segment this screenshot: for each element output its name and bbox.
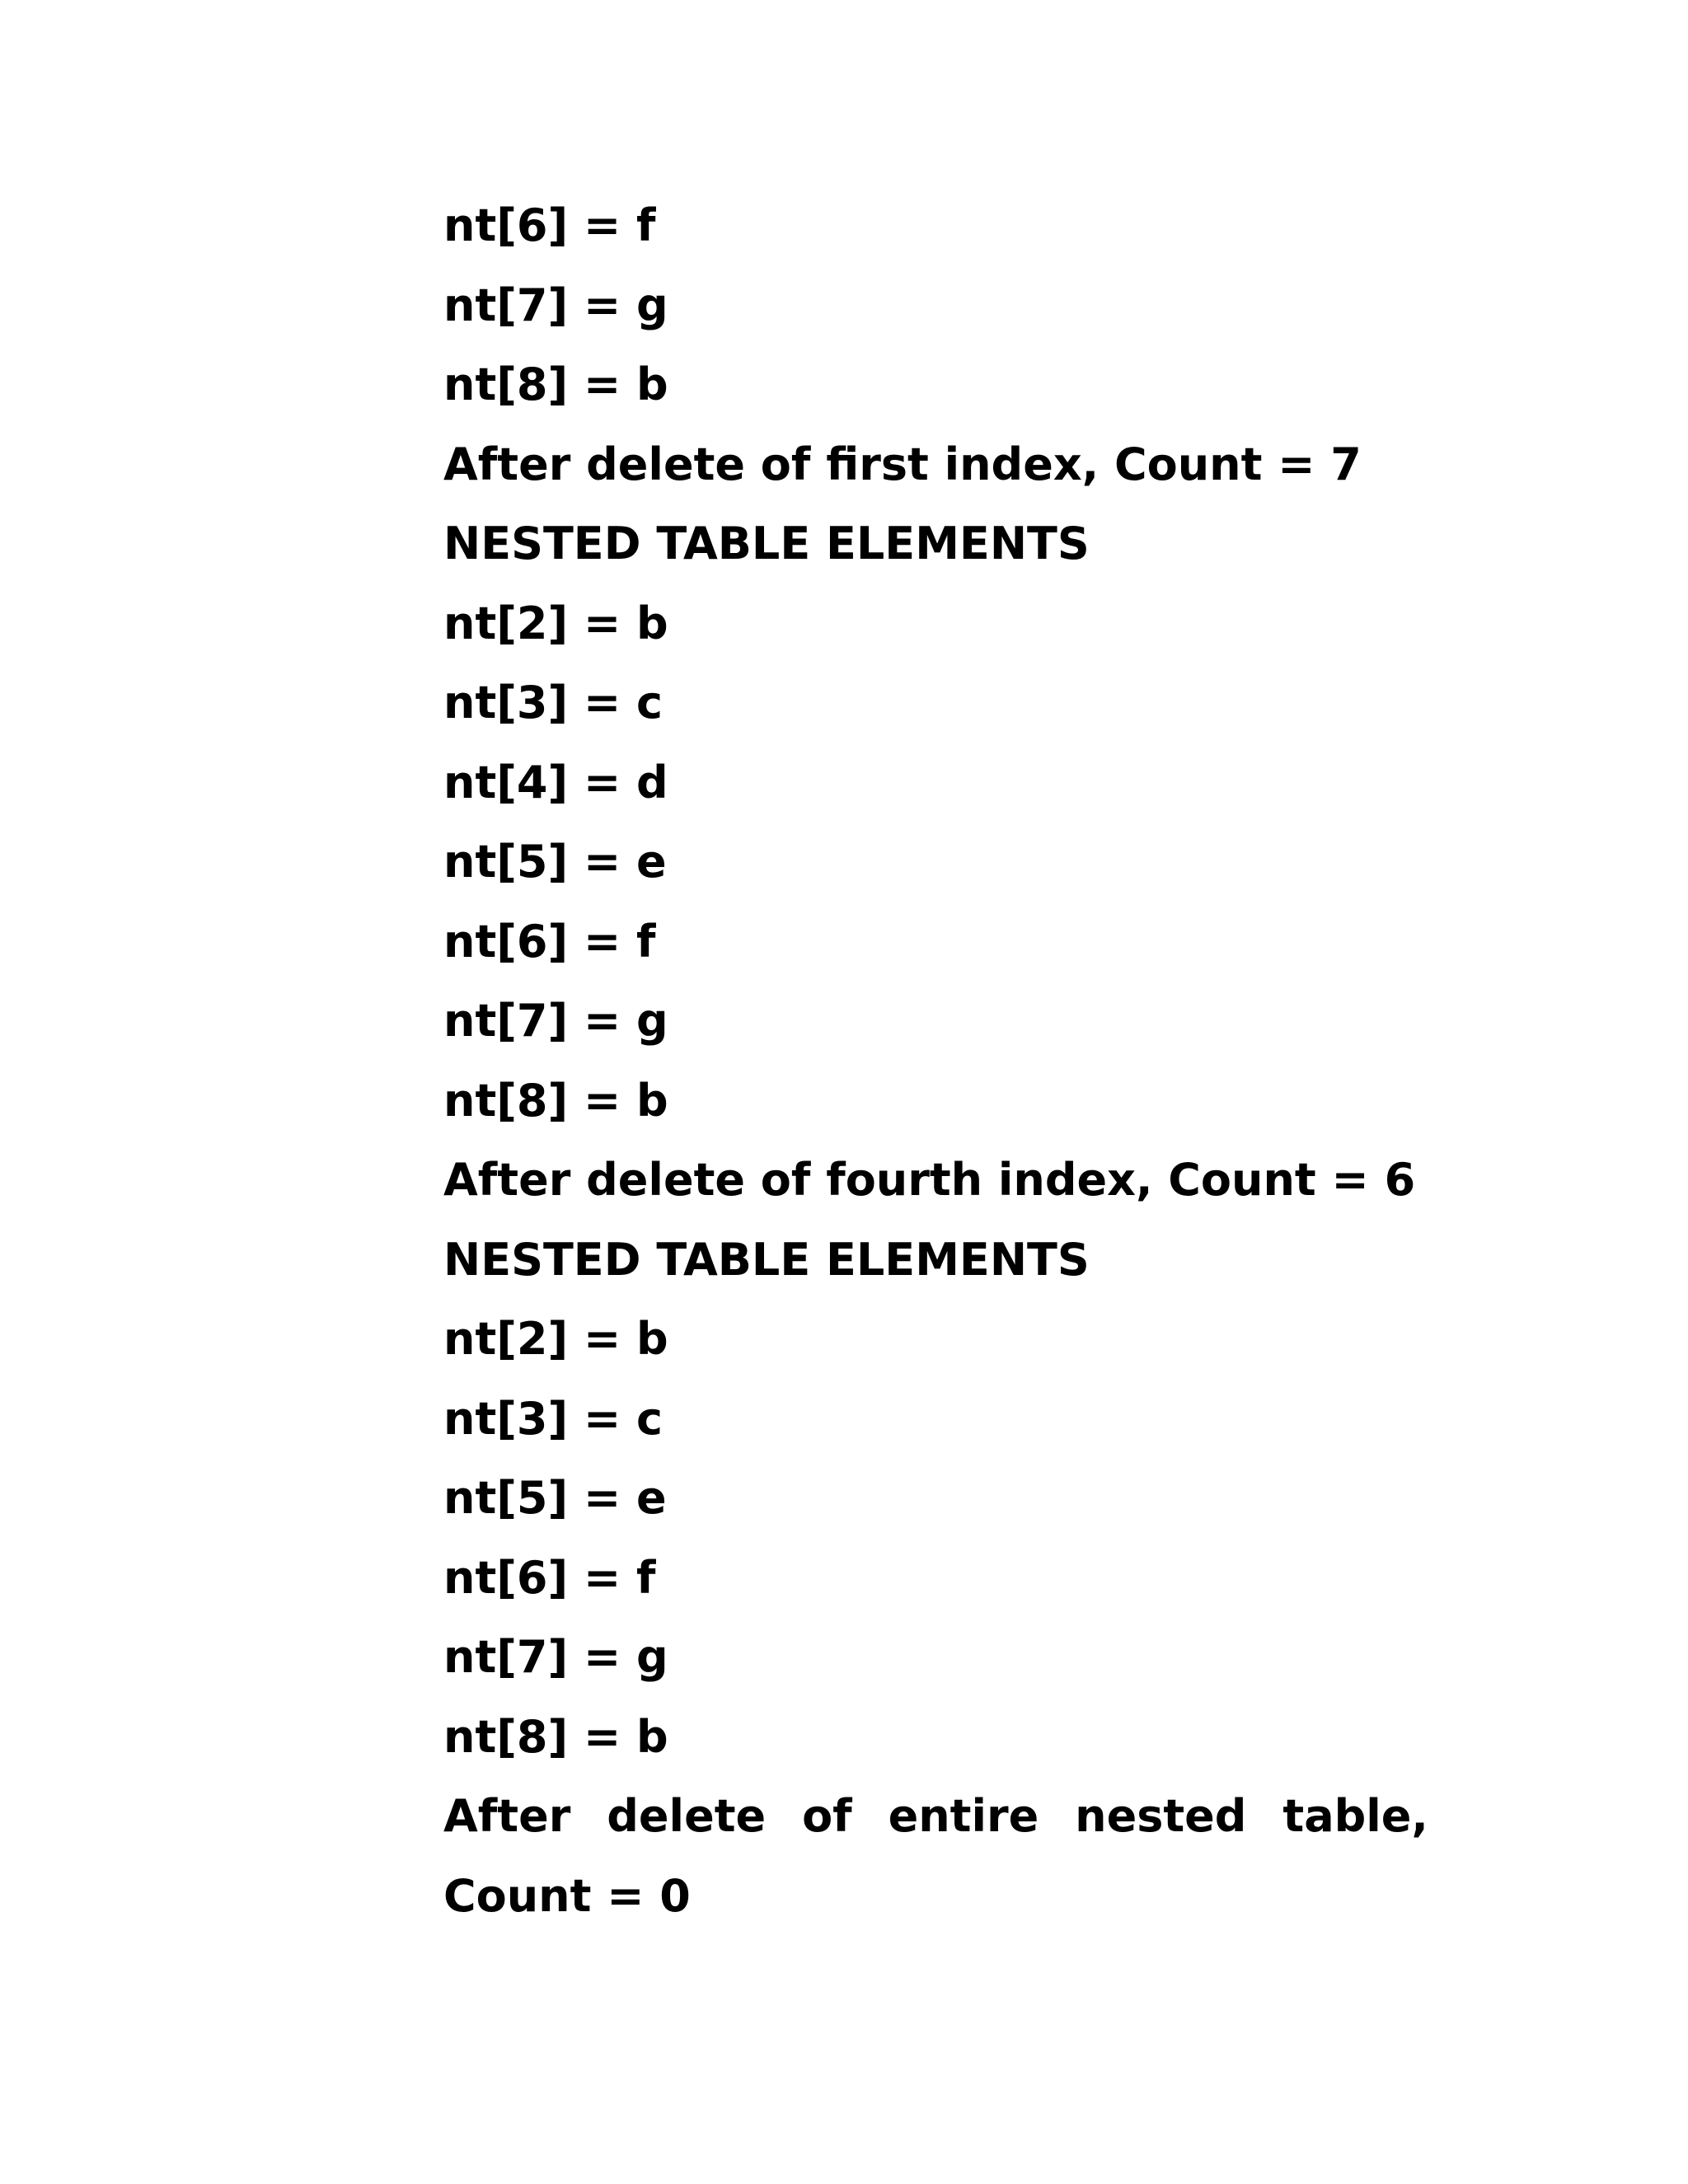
status-line: After delete of first index, Count = 7 — [443, 438, 1362, 490]
output-line: nt[7] = g — [443, 1631, 668, 1683]
output-line: nt[8] = b — [443, 359, 668, 410]
section-heading: NESTED TABLE ELEMENTS — [443, 1233, 1090, 1286]
final-word: After — [443, 1790, 571, 1842]
final-word: delete — [607, 1790, 767, 1842]
output-line: nt[6] = f — [443, 199, 656, 251]
final-word: nested — [1075, 1790, 1247, 1842]
output-line: nt[7] = g — [443, 995, 668, 1047]
output-line: nt[8] = b — [443, 1074, 668, 1127]
final-word: entire — [888, 1790, 1039, 1842]
output-line: nt[8] = b — [443, 1710, 668, 1763]
status-line: After delete of fourth index, Count = 6 — [443, 1154, 1416, 1206]
output-line: nt[5] = e — [443, 836, 667, 888]
output-line: nt[4] = d — [443, 756, 668, 808]
output-line: nt[5] = e — [443, 1472, 667, 1524]
output-line: nt[2] = b — [443, 597, 668, 649]
output-line: nt[3] = c — [443, 1392, 663, 1445]
program-output — [443, 186, 1428, 1936]
final-status-line — [443, 1777, 1428, 1857]
section-heading: NESTED TABLE ELEMENTS — [443, 518, 1090, 569]
output-line: nt[3] = c — [443, 677, 663, 729]
output-line: nt[6] = f — [443, 915, 656, 968]
final-count-line: Count = 0 — [443, 1869, 691, 1922]
final-word: table, — [1282, 1790, 1428, 1842]
output-line: nt[6] = f — [443, 1551, 656, 1604]
output-line: nt[7] = g — [443, 279, 668, 331]
output-line: nt[2] = b — [443, 1313, 668, 1365]
final-word: of — [802, 1790, 852, 1842]
